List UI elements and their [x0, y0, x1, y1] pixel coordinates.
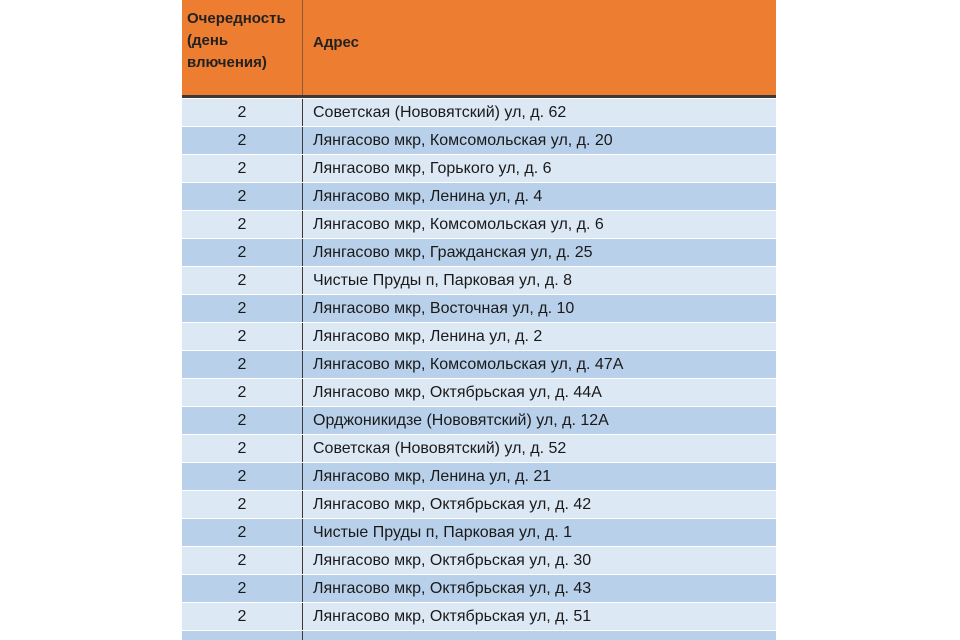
cell-order: 2	[182, 547, 303, 574]
cell-order: 2	[182, 267, 303, 294]
cell-order: 2	[182, 323, 303, 350]
address-table	[182, 0, 776, 640]
cell-address: Лянгасово мкр, Октябрьская ул, д. 44А	[313, 384, 602, 401]
table-body	[182, 98, 776, 640]
cell-order: 2	[182, 379, 303, 406]
cell-order: 2	[182, 463, 303, 490]
cell-address: Советская (Нововятский) ул, д. 52	[313, 440, 567, 457]
table-row	[182, 239, 776, 267]
cell-order: 2	[182, 575, 303, 602]
cell-address: Лянгасово мкр, Гражданская ул, д. 25	[313, 244, 593, 261]
table-row	[182, 323, 776, 351]
cell-address: Лянгасово мкр, Октябрьская ул, д. 51	[313, 608, 592, 625]
cell-order: 2	[182, 295, 303, 322]
cell-order: 2	[182, 99, 303, 126]
table-header-row	[182, 0, 776, 98]
cell-address: Лянгасово мкр, Ленина ул, д. 2	[313, 328, 543, 345]
cell-order: 2	[182, 435, 303, 462]
cell-address: Орджоникидзе (Нововятский) ул, д. 12А	[313, 412, 609, 429]
table-row	[182, 603, 776, 631]
cell-address: Лянгасово мкр, Комсомольская ул, д. 20	[313, 132, 613, 149]
cell-order: 2	[182, 155, 303, 182]
table-row	[182, 407, 776, 435]
table-row	[182, 435, 776, 463]
table-row-partial	[182, 631, 776, 640]
cell-address: Чистые Пруды п, Парковая ул, д. 1	[313, 524, 572, 541]
cell-address: Лянгасово мкр, Ленина ул, д. 21	[313, 468, 552, 485]
cell-address: Лянгасово мкр, Комсомольская ул, д. 6	[313, 216, 604, 233]
table-row	[182, 463, 776, 491]
table-row	[182, 491, 776, 519]
cell-address	[303, 631, 776, 640]
cell-order: 2	[182, 491, 303, 518]
cell-order: 2	[182, 127, 303, 154]
cell-order: 2	[182, 519, 303, 546]
table-row	[182, 155, 776, 183]
table-row	[182, 99, 776, 127]
table-row	[182, 379, 776, 407]
cell-address: Лянгасово мкр, Ленина ул, д. 4	[313, 188, 543, 205]
table-row	[182, 267, 776, 295]
cell-order: 2	[182, 211, 303, 238]
cell-address: Советская (Нововятский) ул, д. 62	[313, 104, 567, 121]
cell-order: 2	[182, 239, 303, 266]
cell-address: Лянгасово мкр, Комсомольская ул, д. 47А	[313, 356, 624, 373]
table-row	[182, 127, 776, 155]
cell-order: 2	[182, 183, 303, 210]
cell-order: 2	[182, 351, 303, 378]
cell-address: Лянгасово мкр, Октябрьская ул, д. 43	[313, 580, 592, 597]
cell-address: Лянгасово мкр, Октябрьская ул, д. 30	[313, 552, 592, 569]
table-row	[182, 575, 776, 603]
table-row	[182, 295, 776, 323]
cell-order	[182, 631, 303, 640]
cell-address: Лянгасово мкр, Восточная ул, д. 10	[313, 300, 575, 317]
cell-address: Лянгасово мкр, Октябрьская ул, д. 42	[313, 496, 592, 513]
header-address: Адрес	[313, 34, 360, 51]
cell-address: Лянгасово мкр, Горького ул, д. 6	[313, 160, 552, 177]
table-row	[182, 519, 776, 547]
table-row	[182, 547, 776, 575]
cell-order: 2	[182, 407, 303, 434]
cell-order: 2	[182, 603, 303, 630]
table-row	[182, 183, 776, 211]
cell-address: Чистые Пруды п, Парковая ул, д. 8	[313, 272, 572, 289]
header-order: Очередность (день влючения)	[182, 0, 303, 95]
table-row	[182, 351, 776, 379]
table-row	[182, 211, 776, 239]
